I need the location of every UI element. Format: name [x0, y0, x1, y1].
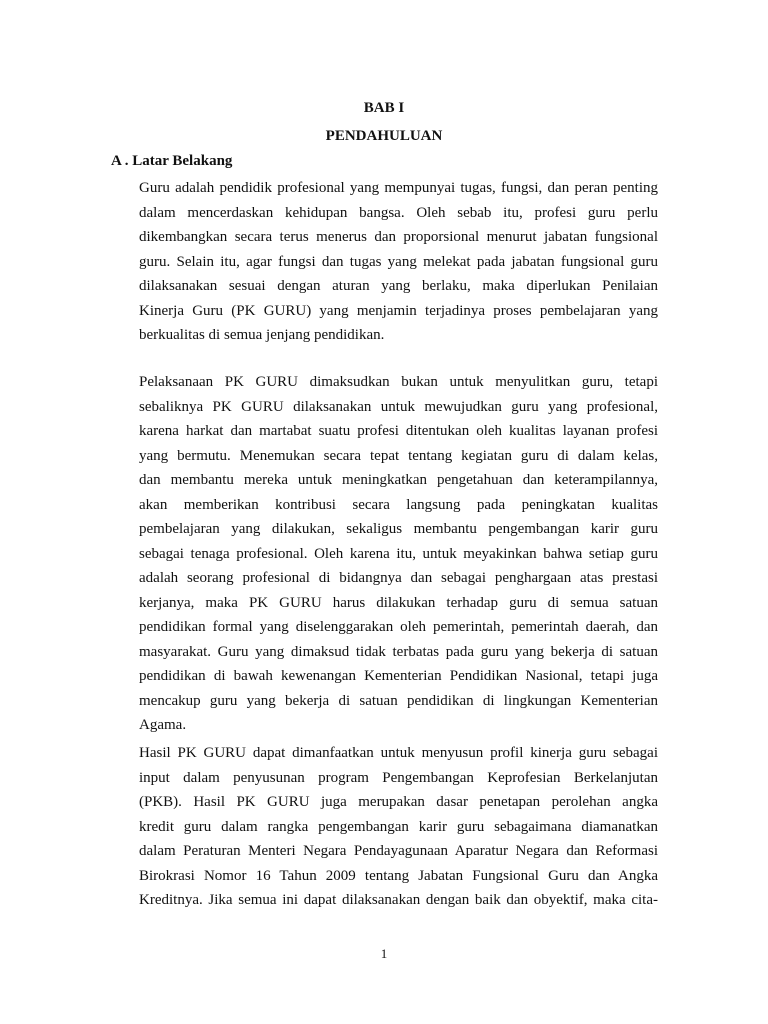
paragraph-line: dikembangkan secara terus menerus dan proporsional menurut jabatan fungsional [139, 229, 658, 245]
paragraph-line: Hasil PK GURU dapat dimanfaatkan untuk menyusun profil kinerja guru sebagai [139, 745, 658, 761]
paragraph-line: Birokrasi Nomor 16 Tahun 2009 tentang Jabatan Fungsional Guru dan Angka [139, 867, 658, 884]
paragraph-line: pendidikan formal yang diselenggarakan oleh pemerintah, pemerintah daerah, dan [139, 619, 658, 635]
paragraph-2 [139, 370, 658, 738]
paragraph-line: dalam mencerdaskan kehidupan bangsa. Oleh sebab itu, profesi guru perlu [139, 204, 658, 221]
page-number: 1 [380, 946, 388, 961]
paragraph-line: mencakup guru yang bekerja di satuan pendidikan di lingkungan Kementerian [139, 692, 658, 709]
paragraph-line: input dalam penyusunan program Pengembangan Keprofesian Berkelanjutan [139, 769, 658, 786]
paragraph-line: Pelaksanaan PK GURU dimaksudkan bukan untuk menyulitkan guru, tetapi [139, 374, 658, 390]
paragraph-line: berkualitas di semua jenjang pendidikan. [139, 327, 385, 343]
paragraph-line: kredit guru dalam rangka pengembangan karir guru sebagaimana diamanatkan [139, 818, 658, 835]
paragraph-line: kerjanya, maka PK GURU harus dilakukan terhadap guru di semua satuan [139, 594, 658, 611]
paragraph-line: (PKB). Hasil PK GURU juga merupakan dasar penetapan perolehan angka [139, 794, 658, 810]
paragraph-line: sebagai tenaga profesional. Oleh karena itu, untuk meyakinkan bahwa setiap guru [139, 545, 658, 562]
section-title: A . Latar Belakang [111, 153, 233, 169]
paragraph-line: Guru adalah pendidik profesional yang mempunyai tugas, fungsi, dan peran penting [139, 180, 658, 196]
paragraph-line: adalah seorang profesional di bidangnya dan sebagai penghargaan atas prestasi [139, 570, 658, 586]
paragraph-line: dilaksanakan sesuai dengan aturan yang berlaku, maka diperlukan Penilaian [139, 278, 658, 294]
paragraph-line: pembelajaran yang dilakukan, sekaligus membantu pengembangan karir guru [139, 521, 658, 537]
paragraph-line: Agama. [139, 717, 187, 733]
paragraph-3 [139, 741, 658, 913]
paragraph-1 [139, 176, 658, 348]
paragraph-line: pendidikan di bawah kewenangan Kementerian Pendidikan Nasional, tetapi juga [139, 668, 658, 684]
paragraph-line: Kinerja Guru (PK GURU) yang menjamin terjadinya proses pembelajaran yang [139, 302, 658, 319]
paragraph-line: guru. Selain itu, agar fungsi dan tugas yang melekat pada jabatan fungsional guru [139, 253, 658, 270]
paragraph-line: dan membantu mereka untuk meningkatkan pengetahuan dan keterampilannya, [139, 472, 658, 488]
paragraph-line: masyarakat. Guru yang dimaksud tidak terbatas pada guru yang bekerja di satuan [139, 643, 658, 660]
paragraph-line: dalam Peraturan Menteri Negara Pendayagunaan Aparatur Negara dan Reformasi [139, 843, 658, 859]
paragraph-line: sebaliknya PK GURU dilaksanakan untuk mewujudkan guru yang profesional, [139, 398, 658, 415]
paragraph-line: yang bermutu. Menemukan secara tepat tentang kegiatan guru di dalam kelas, [139, 447, 658, 464]
chapter-title: PENDAHULUAN [325, 128, 443, 144]
chapter-number: BAB I [363, 100, 405, 116]
paragraph-line: akan memberikan kontribusi secara langsung pada peningkatan kualitas [139, 496, 658, 513]
paragraph-line: karena harkat dan martabat suatu profesi ditentukan oleh kualitas layanan profesi [139, 423, 658, 439]
paragraph-line: Kreditnya. Jika semua ini dapat dilaksanakan dengan baik dan obyektif, maka cita- [139, 892, 658, 908]
